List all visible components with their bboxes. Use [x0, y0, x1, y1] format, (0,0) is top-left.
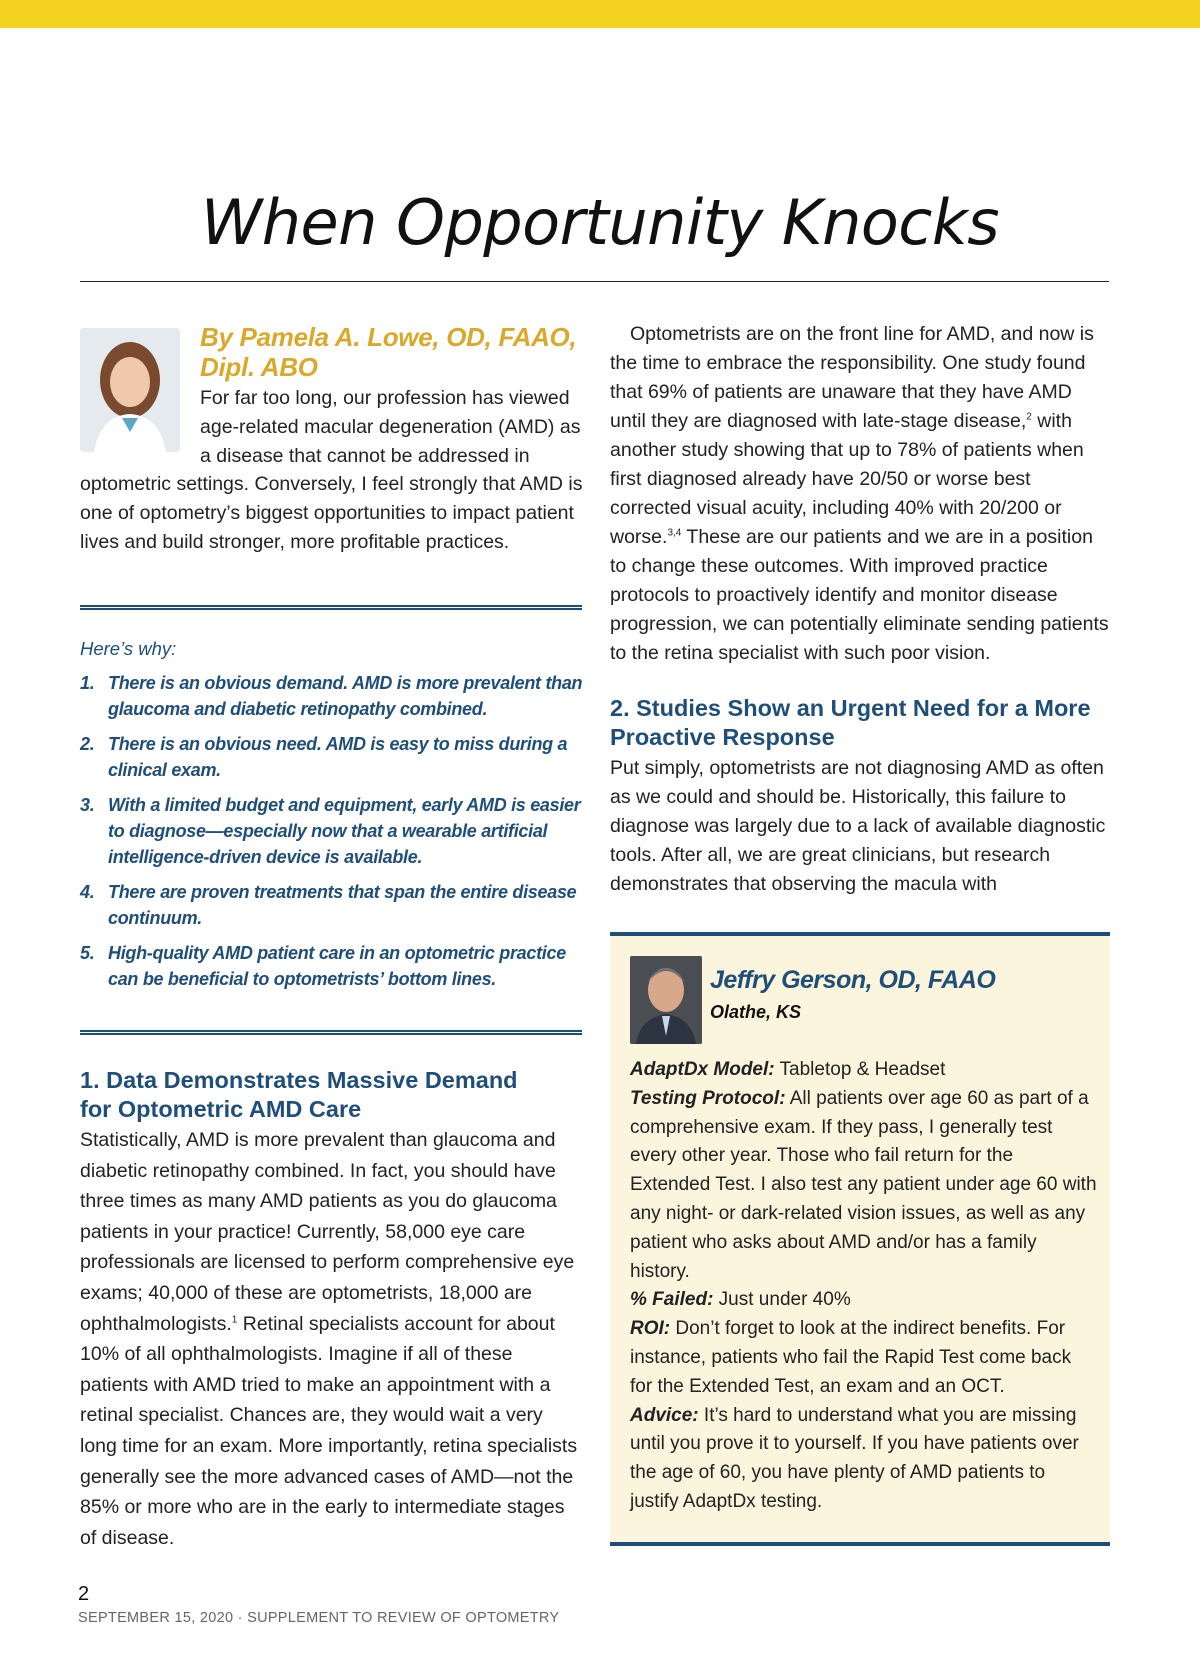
practitioner-name: Jeffry Gerson, OD, FAAO [710, 966, 996, 994]
right-intro-a: Optometrists are on the front line for AMD, and now is the time to embrace the responsibility. One study found that 69% of patients are unaware that they have AMD until they are diagnosed with late-stage disease, [610, 323, 1094, 432]
why-list-item [80, 940, 585, 992]
detail-protocol [630, 1085, 1098, 1287]
photo-wrap-spacer [80, 384, 200, 470]
detail-failed-value: Just under 40% [713, 1289, 851, 1311]
section-2-heading-line-2: Proactive Response [610, 724, 835, 750]
why-list-item [80, 731, 585, 783]
section-1-body-b: Retinal specialists account for about 10% of all ophthalmologists. Imagine if all of these patients with AMD tried to make an appointment with a retinal specialist. Chances are, they would wait a very long time for an exam. More importantly, retina specialists generally see the more advanced cases of AMD—not the 85% or more who are in the early to intermediate stages of disease. [80, 1312, 578, 1549]
why-bottom-divider [80, 1030, 582, 1035]
section-1-body [80, 1125, 585, 1553]
detail-roi [630, 1315, 1098, 1401]
right-intro-c: These are our patients and we are in a position to change these outcomes. With improved practice protocols to proactively identify and monitor disease progression, we can potentially eliminate sending patients to the retina specialist with such poor vision. [610, 526, 1109, 664]
why-list-item [80, 670, 585, 722]
page-title: When Opportunity Knocks [200, 186, 1000, 259]
why-list-number: 1. [80, 673, 95, 693]
intro-text: For far too long, our profession has viewed age-related macular degeneration (AMD) as a disease that cannot be addressed in optometric settings. Conversely, I feel strongly that AMD is one of optometry’s biggest opportunities to impact patient lives and build stronger, more profitable practices. [80, 387, 583, 553]
byline [200, 322, 580, 382]
why-list-number: 3. [80, 795, 95, 815]
detail-failed-label: % Failed: [630, 1289, 714, 1311]
why-list-text: There is an obvious demand. AMD is more prevalent than glaucoma and diabetic retinopathy combined. [108, 673, 583, 719]
byline-line-1: By Pamela A. Lowe, OD, FAAO, [200, 322, 577, 352]
practitioner-details [630, 1056, 1098, 1517]
why-list-text: There is an obvious need. AMD is easy to miss during a clinical exam. [108, 734, 568, 780]
footnote-ref: 1 [231, 1314, 238, 1326]
byline-line-2: Dipl. ABO [200, 352, 318, 382]
section-1-heading [80, 1066, 585, 1124]
section-2-body: Put simply, optometrists are not diagnosing AMD as often as we could and should be. Historically, this failure to diagnose was largely due to a lack of available diagnostic tools. After all, we are great clinicians, but research demonstrates that observing the macula with [610, 757, 1106, 895]
why-list-text: With a limited budget and equipment, early AMD is easier to diagnose—especially now that a wearable artificial intelligence-driven device is available. [108, 795, 581, 867]
section-1-heading-line-2: for Optometric AMD Care [80, 1096, 362, 1122]
page-footer: SEPTEMBER 15, 2020 · SUPPLEMENT TO REVIEW OF OPTOMETRY [78, 1610, 560, 1626]
detail-protocol-value: All patients over age 60 as part of a comprehensive exam. If they pass, I generally test every other year. Those who fail return for the Extended Test. I also test any patient under age 60 with any night- or dark-related vision issues, as well as any patient who asks about AMD and/or has a family history. [630, 1087, 1097, 1282]
practitioner-location: Olathe, KS [710, 1002, 802, 1022]
right-column [610, 322, 1110, 899]
section-2-heading [610, 694, 1110, 752]
section-2-heading-line-1: 2. Studies Show an Urgent Need for a More [610, 695, 1091, 721]
practitioner-sidebar [610, 932, 1110, 1546]
right-intro-b: with another study showing that up to 78% of patients when first diagnosed already have 20/50 or worse best corrected visual acuity, including 40% with 20/200 or worse. [610, 410, 1084, 548]
intro-paragraph [80, 384, 585, 557]
detail-model-label: AdaptDx Model: [630, 1059, 775, 1080]
detail-advice [630, 1402, 1098, 1517]
why-list-text: There are proven treatments that span the entire disease continuum. [108, 882, 577, 928]
footnote-ref: 3,4 [667, 527, 682, 539]
section-1 [80, 1066, 585, 1553]
why-list [80, 670, 585, 1001]
detail-advice-value: It’s hard to understand what you are missing until you prove it to yourself. If you have patients over the age of 60, you have plenty of AMD patients to justify AdaptDx testing. [630, 1404, 1079, 1512]
why-list-item [80, 879, 585, 931]
detail-model-value: Tabletop & Headset [774, 1059, 946, 1080]
why-list-item [80, 792, 585, 870]
top-accent-bar [0, 0, 1200, 28]
why-list-number: 2. [80, 734, 95, 754]
why-top-divider [80, 605, 582, 610]
right-intro-paragraph [610, 320, 1110, 668]
detail-protocol-label: Testing Protocol: [630, 1087, 786, 1109]
why-list-text: High-quality AMD patient care in an optometric practice can be beneficial to optometrists’ bottom lines. [108, 943, 566, 989]
section-1-heading-line-1: 1. Data Demonstrates Massive Demand [80, 1067, 518, 1093]
section-1-body-a: Statistically, AMD is more prevalent than glaucoma and diabetic retinopathy combined. In fact, you should have three times as many AMD patients as you do glaucoma patients in your practice! Currently, 58,000 eye care professionals are licensed to perform comprehensive eye exams; 40,000 of these are optometrists, 18,000 are ophthalmologists. [80, 1129, 575, 1335]
page-number: 2 [78, 1583, 90, 1605]
why-heading: Here’s why: [80, 638, 177, 659]
why-list-number: 5. [80, 943, 95, 963]
footnote-ref: 2 [1026, 411, 1032, 423]
detail-roi-value: Don’t forget to look at the indirect benefits. For instance, patients who fail the Rapid Test come back for the Extended Test, an exam and an OCT. [630, 1318, 1072, 1397]
practitioner-photo [630, 956, 702, 1044]
detail-advice-label: Advice: [630, 1404, 699, 1426]
detail-failed [630, 1286, 1098, 1315]
title-divider [80, 281, 1109, 282]
why-list-number: 4. [80, 882, 95, 902]
detail-model [630, 1056, 1098, 1085]
detail-roi-label: ROI: [630, 1318, 671, 1340]
